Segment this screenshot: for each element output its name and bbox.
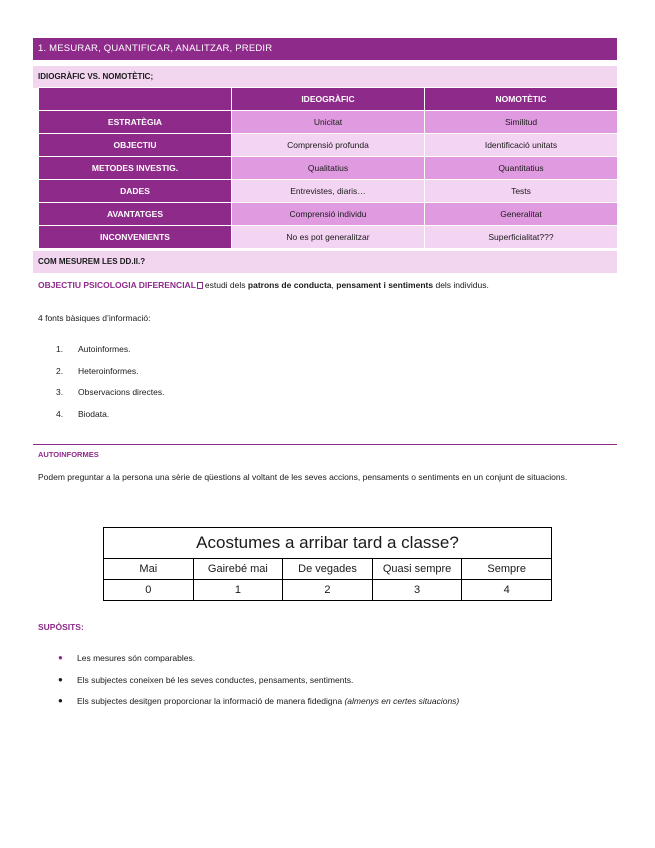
list-item [56,387,164,409]
list-text: Els subjectes desitgen proporcionar la informació de manera fidedigna [77,696,343,706]
bullet-icon: ● [58,696,63,705]
autoinformes-heading: AUTOINFORMES [38,450,99,459]
idiografic-cell: No es pot generalitzar [232,226,425,249]
scale-value: 2 [283,580,373,601]
sources-intro: 4 fonts bàsiques d’informació: [38,313,151,323]
scale-option: Sempre [462,559,552,580]
bullet-icon: ● [58,674,63,684]
list-text: Les mesures són comparables. [77,653,196,663]
objective-bold-1: patrons de conducta [247,280,332,290]
subheading-idiografic-nomotetic: IDIOGRÀFIC VS. NOMOTÈTIC; [33,66,617,88]
list-text: Biodata. [78,408,110,419]
nomotetic-cell: Generalitat [425,203,618,226]
objective-text: dels individus. [435,280,489,290]
list-text: Heteroinformes. [78,365,139,376]
list-text: Els subjectes coneixen bé les seves conductes, pensaments, sentiments. [77,674,354,685]
table-header-cell: IDEOGRÀFIC [232,88,425,111]
table-header-row [39,88,618,111]
nomotetic-cell: Superficialitat??? [425,226,618,249]
scale-value: 0 [104,580,194,601]
scale-option: Mai [104,559,194,580]
scale-values-row [104,580,552,601]
table-header-cell: NOMOTÈTIC [425,88,618,111]
list-number: 2. [56,365,64,376]
list-item [56,344,164,366]
table-row [39,180,618,203]
objective-lead: OBJECTIU PSICOLOGIA DIFERENCIAL [38,280,196,290]
autoinformes-body: Podem preguntar a la persona una sèrie de qüestions al voltant de les seves accions, pensaments o sentiments en un conjunt de situacions. [38,472,568,482]
table-row [39,111,618,134]
idiografic-cell: Qualitatius [232,157,425,180]
suposits-list [58,653,459,718]
scale-value: 4 [462,580,552,601]
nomotetic-cell: Similitud [425,111,618,134]
row-label: ESTRATÈGIA [39,111,232,134]
subheading-com-mesurem: COM MESUREM LES DD.II.? [33,251,617,273]
list-item [56,366,164,388]
objective-paragraph [38,280,489,290]
objective-bold-2: pensament i sentiments [336,280,434,290]
list-item [58,696,459,718]
list-note: (almenys en certes situacions) [344,696,460,706]
table-row [39,203,618,226]
scale-option: Quasi sempre [372,559,462,580]
idiografic-cell: Entrevistes, diaris… [232,180,425,203]
nomotetic-cell: Quantitatius [425,157,618,180]
row-label: METODES INVESTIG. [39,157,232,180]
list-text: Autoinformes. [78,344,131,354]
scale-question: Acostumes a arribar tard a classe? [104,528,552,559]
section-divider [33,444,617,445]
arrow-box-icon [197,282,203,289]
likert-scale-table [103,527,552,601]
list-number: 3. [56,387,64,397]
idiografic-cell: Comprensió individu [232,203,425,226]
table-row [39,157,618,180]
scale-value: 3 [372,580,462,601]
objective-text: estudi dels [204,280,246,290]
comparison-table [38,87,618,249]
list-item [58,653,459,675]
scale-value: 1 [193,580,283,601]
idiografic-cell: Comprensió profunda [232,134,425,157]
sources-list [56,344,164,430]
row-label: OBJECTIU [39,134,232,157]
row-label: AVANTATGES [39,203,232,226]
objective-text: , [331,280,334,290]
table-row [39,226,618,249]
nomotetic-cell: Tests [425,180,618,203]
row-label: INCONVENIENTS [39,226,232,249]
scale-option: De vegades [283,559,373,580]
row-label: DADES [39,180,232,203]
scale-question-row [104,528,552,559]
idiografic-cell: Unicitat [232,111,425,134]
bullet-icon: ● [58,653,63,662]
list-number: 4. [56,408,64,419]
suposits-heading: SUPÒSITS: [38,622,84,632]
list-text: Observacions directes. [78,387,165,397]
table-row [39,134,618,157]
nomotetic-cell: Identificació unitats [425,134,618,157]
list-number: 1. [56,344,64,354]
list-item [58,675,459,697]
scale-options-row [104,559,552,580]
list-item [56,409,164,431]
scale-option: Gairebé mai [193,559,283,580]
table-header-cell [39,88,232,111]
section-title: 1. MESURAR, QUANTIFICAR, ANALITZAR, PREDIR [33,38,617,60]
